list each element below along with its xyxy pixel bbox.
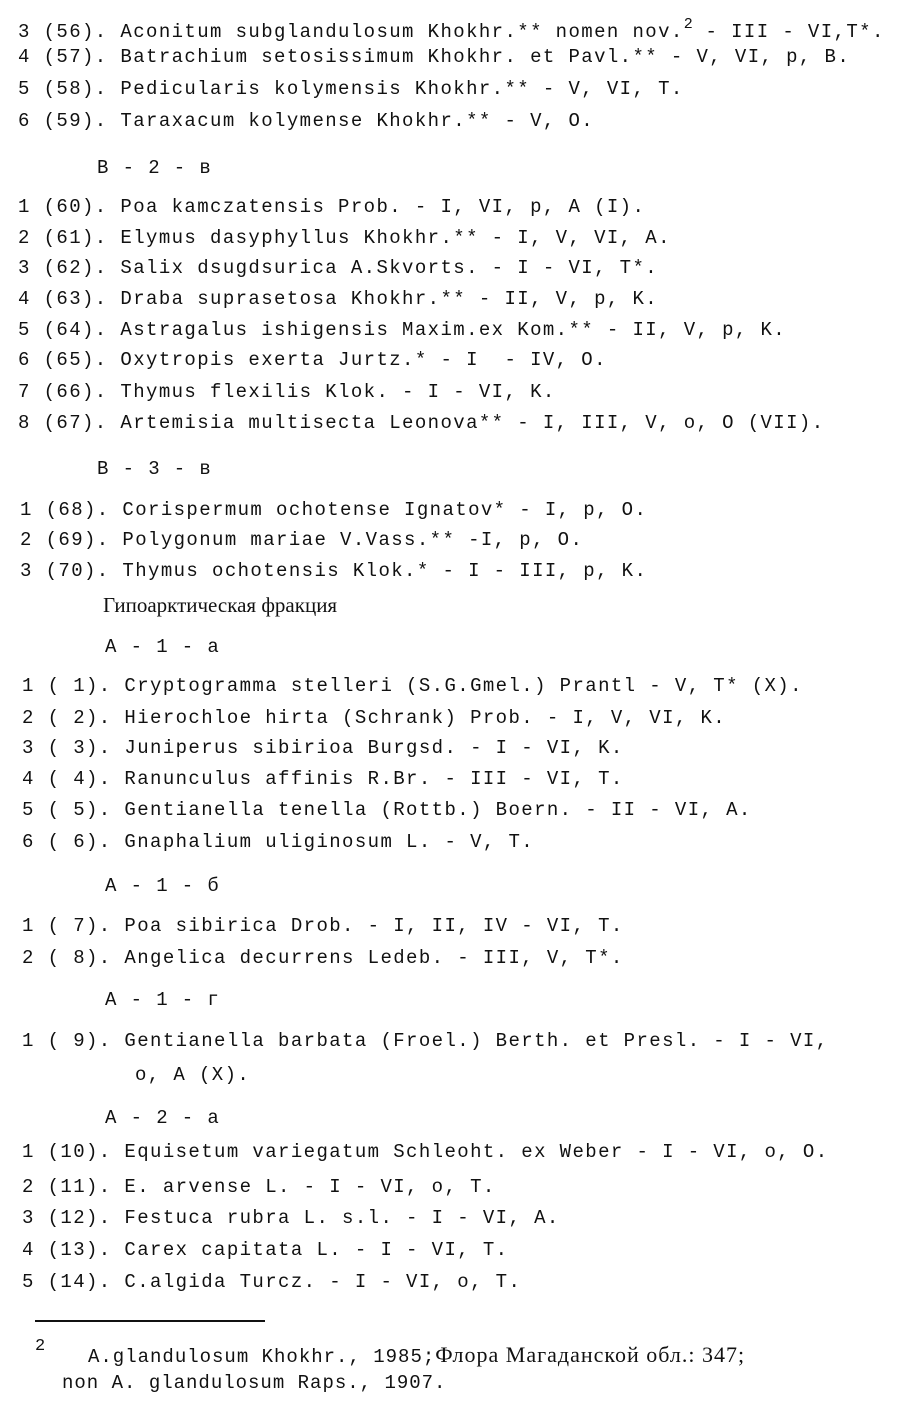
species-entry [18, 349, 607, 371]
species-entry [18, 227, 671, 249]
group-heading [97, 157, 212, 179]
species-entry [20, 560, 647, 582]
species-entry [22, 1030, 829, 1052]
footnote-reference: 2 [683, 16, 693, 33]
species-entry [20, 529, 583, 551]
species-entry [22, 737, 624, 759]
entry-text: 8 (67). Artemisia multisecta Leonova** - I, III, V, o, O (VII). [18, 412, 825, 434]
species-entry [20, 499, 647, 521]
entry-text: 3 (12). Festuca rubra L. s.l. - I - VI, A. [22, 1207, 560, 1229]
entry-text: 7 (66). Thymus flexilis Klok. - I - VI, K. [18, 381, 556, 403]
entry-text: В - 2 - в [97, 157, 213, 179]
entry-continuation [135, 1064, 250, 1086]
species-entry [18, 381, 556, 403]
footnote-citation: A.glandulosum Khokhr., 1985; [88, 1346, 436, 1368]
species-entry [22, 1141, 829, 1163]
entry-text: 3 (56). Aconitum subglandulosum Khokhr.** nomen nov. [18, 21, 684, 43]
entry-text: 2 ( 2). Hierochloe hirta (Schrank) Prob. - I, V, VI, K. [22, 707, 727, 729]
entry-text: 1 ( 7). Poa sibirica Drob. - I, II, IV - VI, T. [22, 915, 624, 937]
group-heading [105, 989, 220, 1011]
species-entry [22, 707, 726, 729]
species-entry [22, 1271, 521, 1293]
section-title [103, 594, 337, 616]
species-entry [22, 799, 752, 821]
footnote-divider [35, 1320, 265, 1322]
species-entry [22, 768, 624, 790]
entry-text: А - 1 - б [105, 875, 221, 897]
entry-text: 3 ( 3). Juniperus sibirioa Burgsd. - I - VI, K. [22, 737, 624, 759]
entry-text: 6 ( 6). Gnaphalium uliginosum L. - V, T. [22, 831, 535, 853]
group-heading [97, 458, 212, 480]
entry-text: 2 (69). Polygonum mariae V.Vass.** -I, p, O. [20, 529, 584, 551]
species-entry [18, 78, 684, 100]
entry-text: 5 (14). C.algida Turcz. - I - VI, o, T. [22, 1271, 522, 1293]
species-entry [18, 288, 658, 310]
entry-text-tail: - III - VI,T*. [692, 21, 885, 43]
footnote-citation-ru: Флора Магаданской обл.: 347; [435, 1342, 746, 1367]
entry-text: 3 (62). Salix dsugdsurica A.Skvorts. - I - VI, T*. [18, 257, 659, 279]
entry-text: 1 (68). Corispermum ochotense Ignatov* - I, p, O. [20, 499, 648, 521]
species-entry [18, 257, 658, 279]
entry-text: А - 2 - а [105, 1107, 221, 1129]
footnote-line-1 [88, 1344, 745, 1368]
species-entry [22, 1239, 508, 1261]
entry-text: o, A (X). [135, 1064, 251, 1086]
entry-text: 2 (61). Elymus dasyphyllus Khokhr.** - I, V, VI, A. [18, 227, 671, 249]
footnote-mark: 2 [35, 1337, 47, 1356]
entry-text: 1 ( 9). Gentianella barbata (Froel.) Berth. et Presl. - I - VI, [22, 1030, 829, 1052]
species-entry [18, 319, 786, 341]
group-heading [105, 875, 220, 897]
species-entry [22, 1176, 496, 1198]
entry-text: 2 ( 8). Angelica decurrens Ledeb. - III, V, T*. [22, 947, 624, 969]
entry-text: 5 (64). Astragalus ishigensis Maxim.ex Kom.** - II, V, p, K. [18, 319, 787, 341]
species-entry [22, 947, 624, 969]
entry-text: 4 (63). Draba suprasetosa Khokhr.** - II, V, p, K. [18, 288, 659, 310]
entry-text: 3 (70). Thymus ochotensis Klok.* - I - III, p, K. [20, 560, 648, 582]
species-entry [18, 110, 594, 132]
entry-text: 4 (13). Carex capitata L. - I - VI, T. [22, 1239, 509, 1261]
group-heading [105, 636, 220, 658]
entry-text: А - 1 - г [105, 989, 221, 1011]
entry-text: В - 3 - в [97, 458, 213, 480]
species-entry [18, 14, 885, 43]
entry-text: 6 (59). Taraxacum kolymense Khokhr.** - V, O. [18, 110, 595, 132]
entry-text: 6 (65). Oxytropis exerta Jurtz.* - I - IV, O. [18, 349, 607, 371]
entry-text: 4 (57). Batrachium setosissimum Khokhr. et Pavl.** - V, VI, p, B. [18, 46, 851, 68]
footnote-line-2: non A. glandulosum Raps., 1907. [62, 1372, 447, 1394]
species-entry [22, 1207, 560, 1229]
entry-text: 5 (58). Pedicularis kolymensis Khokhr.** - V, VI, T. [18, 78, 684, 100]
species-entry [18, 412, 825, 434]
entry-text: 2 (11). E. arvense L. - I - VI, o, T. [22, 1176, 496, 1198]
group-heading [105, 1107, 220, 1129]
entry-text: 5 ( 5). Gentianella tenella (Rottb.) Boern. - II - VI, A. [22, 799, 752, 821]
entry-text: 1 (10). Equisetum variegatum Schleoht. ex Weber - I - VI, o, O. [22, 1141, 829, 1163]
species-entry [18, 196, 645, 218]
species-entry [18, 46, 850, 68]
entry-text: 1 ( 1). Cryptogramma stelleri (S.G.Gmel.) Prantl - V, T* (X). [22, 675, 803, 697]
species-entry [22, 915, 624, 937]
species-entry [22, 831, 534, 853]
species-entry [22, 675, 803, 697]
entry-text: 4 ( 4). Ranunculus affinis R.Br. - III - VI, T. [22, 768, 624, 790]
entry-text: А - 1 - а [105, 636, 221, 658]
entry-text: 1 (60). Poa kamczatensis Prob. - I, VI, p, A (I). [18, 196, 646, 218]
entry-text: Гипоарктическая фракция [103, 593, 338, 617]
